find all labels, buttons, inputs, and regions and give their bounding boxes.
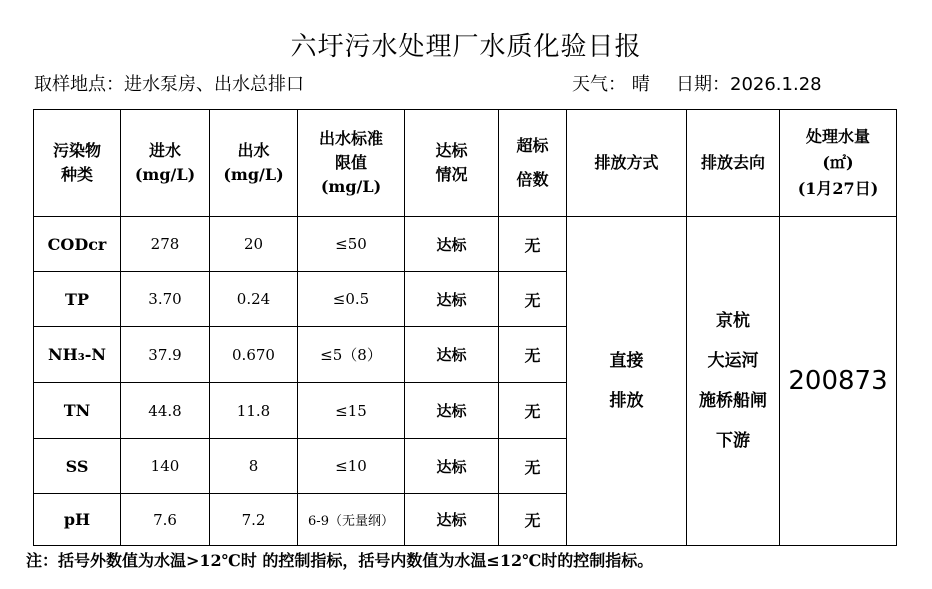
influent-cell: 3.70	[121, 272, 210, 327]
discharge-destination-line: 大运河	[707, 351, 759, 371]
influent-cell: 7.6	[121, 494, 210, 546]
header-volume-line: (㎡)	[822, 153, 854, 172]
header-pollutant-line: 种类	[60, 165, 93, 184]
table-row	[34, 217, 897, 272]
weather-info: 天气： 晴	[572, 74, 650, 95]
limit-cell: ≤10	[298, 439, 405, 494]
report-date: 日期：2026.1.28	[676, 74, 822, 95]
influent-cell: 37.9	[121, 327, 210, 383]
limit-cell: ≤0.5	[298, 272, 405, 327]
header-influent-line: 进水	[148, 141, 181, 160]
effluent-cell: 8	[210, 439, 298, 494]
header-limit	[298, 110, 405, 217]
header-exceed-line: 倍数	[516, 170, 549, 189]
header-status-line: 情况	[435, 165, 468, 184]
status-cell: 达标	[405, 494, 499, 546]
treated-volume-cell: 200873	[780, 217, 897, 546]
status-cell: 达标	[405, 439, 499, 494]
header-limit-line: (mg/L)	[320, 177, 382, 196]
exceed-cell: 无	[499, 383, 567, 439]
effluent-cell: 0.670	[210, 327, 298, 383]
discharge-method-line: 直接	[609, 351, 644, 371]
status-cell: 达标	[405, 327, 499, 383]
limit-cell: ≤5（8）	[298, 327, 405, 383]
header-destination: 排放去向	[687, 110, 780, 217]
discharge-destination-cell	[687, 217, 780, 546]
pollutant-cell: TN	[34, 383, 121, 439]
header-volume	[780, 110, 897, 217]
header-volume-line: (1月27日)	[797, 179, 879, 198]
status-cell: 达标	[405, 383, 499, 439]
header-row	[34, 110, 897, 217]
header-method: 排放方式	[567, 110, 687, 217]
exceed-cell: 无	[499, 327, 567, 383]
status-cell: 达标	[405, 217, 499, 272]
report-title: 六圩污水处理厂水质化验日报	[290, 32, 642, 62]
pollutant-cell: pH	[34, 494, 121, 546]
header-exceed-line: 超标	[516, 136, 549, 155]
water-quality-table	[33, 109, 897, 546]
status-cell: 达标	[405, 272, 499, 327]
influent-cell: 140	[121, 439, 210, 494]
header-status-line: 达标	[435, 141, 468, 160]
influent-cell: 278	[121, 217, 210, 272]
exceed-cell: 无	[499, 217, 567, 272]
discharge-destination-line: 下游	[716, 431, 750, 451]
effluent-cell: 11.8	[210, 383, 298, 439]
pollutant-cell: NH₃-N	[34, 327, 121, 383]
limit-cell: ≤50	[298, 217, 405, 272]
header-status	[405, 110, 499, 217]
header-pollutant	[34, 110, 121, 217]
header-limit-line: 限值	[334, 153, 367, 172]
discharge-method-line: 排放	[609, 391, 644, 411]
exceed-cell: 无	[499, 494, 567, 546]
header-effluent	[210, 110, 298, 217]
header-volume-line: 处理水量	[805, 127, 870, 146]
pollutant-cell: SS	[34, 439, 121, 494]
footnote: 注：括号外数值为水温>12℃时 的控制指标，括号内数值为水温≤12℃时的控制指标。	[26, 551, 654, 570]
exceed-cell: 无	[499, 439, 567, 494]
discharge-destination-line: 施桥船闸	[699, 391, 767, 411]
influent-cell: 44.8	[121, 383, 210, 439]
discharge-destination-line: 京杭	[716, 311, 750, 331]
effluent-cell: 7.2	[210, 494, 298, 546]
header-exceed	[499, 110, 567, 217]
effluent-cell: 0.24	[210, 272, 298, 327]
limit-cell: ≤15	[298, 383, 405, 439]
pollutant-cell: CODcr	[34, 217, 121, 272]
discharge-method-cell	[567, 217, 687, 546]
sampling-location: 取样地点：进水泵房、出水总排口	[34, 74, 304, 95]
header-effluent-line: (mg/L)	[223, 165, 284, 184]
header-effluent-line: 出水	[237, 141, 270, 160]
header-pollutant-line: 污染物	[52, 141, 101, 160]
header-influent-line: (mg/L)	[134, 165, 196, 184]
exceed-cell: 无	[499, 272, 567, 327]
header-influent	[121, 110, 210, 217]
limit-cell: 6-9（无量纲）	[298, 494, 405, 546]
header-limit-line: 出水标准	[318, 129, 383, 148]
pollutant-cell: TP	[34, 272, 121, 327]
effluent-cell: 20	[210, 217, 298, 272]
